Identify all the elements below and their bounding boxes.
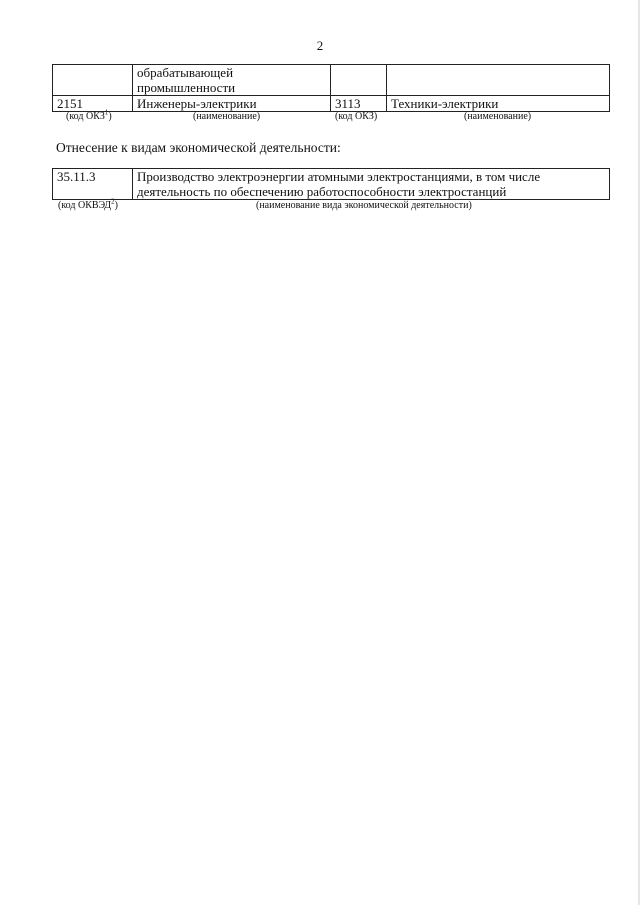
okz-code-caption: (код ОКЗ): [335, 111, 378, 122]
okz-table: [52, 64, 610, 112]
okz-name-line: обрабатывающей: [137, 65, 234, 80]
section-title: Отнесение к видам экономической деятельности:: [56, 140, 341, 155]
table-row: [53, 169, 610, 200]
okved-table: [52, 168, 610, 200]
okved-name-caption: (наименование вида экономической деятельности): [256, 200, 472, 211]
okz-code-caption: (код ОКЗ$^1$): [66, 108, 112, 122]
okz-code-cell: 2151: [53, 96, 133, 112]
okved-name-cell: [133, 169, 610, 200]
okved-code-caption: (код ОКВЭД$^2$): [58, 197, 118, 211]
page-number: 2: [316, 38, 324, 53]
okved-name-line: деятельность по обеспечению работоспособности электростанций: [137, 184, 507, 199]
okz-name-caption: (наименование): [193, 111, 261, 122]
okz-name-cell: Техники-электрики: [387, 96, 610, 112]
table-row: [53, 65, 610, 96]
okz-code-cell: [331, 65, 387, 96]
okz-name-line: промышленности: [137, 80, 236, 95]
okved-code-cell: 35.11.3: [53, 169, 133, 200]
okved-name-line: Производство электроэнергии атомными электростанциями, в том числе: [137, 169, 541, 184]
okz-code-cell: [53, 65, 133, 96]
okz-code-cell: 3113: [331, 96, 387, 112]
okz-name-cell: [133, 65, 331, 96]
okz-name-cell: [387, 65, 610, 96]
okz-name-cell: Инженеры-электрики: [133, 96, 331, 112]
table-row: [53, 96, 610, 112]
okz-name-caption: (наименование): [464, 111, 532, 122]
okz-captions: [52, 108, 609, 123]
okved-captions: [52, 197, 609, 212]
